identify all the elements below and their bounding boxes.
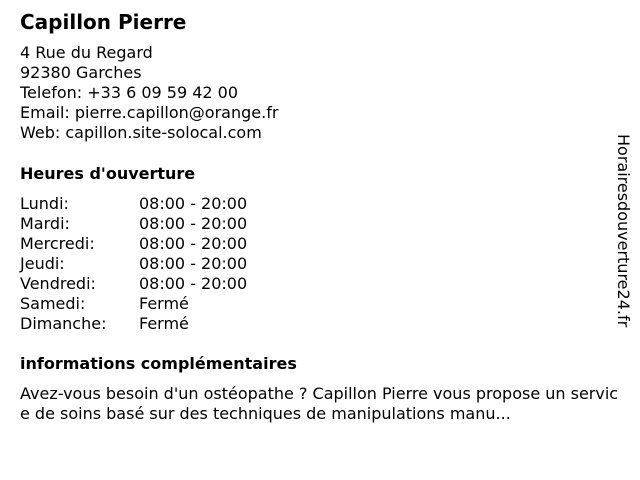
- day-hours: Fermé: [139, 314, 189, 333]
- web-line: Web: capillon.site-solocal.com: [20, 123, 262, 142]
- day-label: Lundi:: [20, 194, 69, 213]
- day-label: Mercredi:: [20, 234, 95, 253]
- phone-line: Telefon: +33 6 09 59 42 00: [20, 83, 239, 102]
- day-label: Jeudi:: [20, 254, 65, 273]
- additional-info-heading: informations complémentaires: [20, 354, 297, 373]
- additional-info-text: Avez-vous besoin d'un ostéopathe ? Capillon Pierre vous propose un service de soins basé sur des techniques de manipulations manu...: [20, 384, 619, 423]
- day-label: Dimanche:: [20, 314, 107, 333]
- day-label: Samedi:: [20, 294, 86, 313]
- day-hours: 08:00 - 20:00: [139, 274, 248, 293]
- day-hours: 08:00 - 20:00: [139, 214, 248, 233]
- site-watermark: Horairesdouverture24.fr: [614, 134, 633, 328]
- day-hours: Fermé: [139, 294, 189, 313]
- contact-block: [20, 43, 278, 143]
- opening-hours-heading: Heures d'ouverture: [20, 164, 196, 183]
- address-city: 92380 Garches: [20, 63, 142, 82]
- day-hours: 08:00 - 20:00: [139, 234, 248, 253]
- business-name: Capillon Pierre: [20, 10, 187, 34]
- day-label: Mardi:: [20, 214, 70, 233]
- day-label: Vendredi:: [20, 274, 96, 293]
- day-hours: 08:00 - 20:00: [139, 194, 248, 213]
- day-hours: 08:00 - 20:00: [139, 254, 248, 273]
- email-line: Email: pierre.capillon@orange.fr: [20, 103, 279, 122]
- address-street: 4 Rue du Regard: [20, 43, 153, 62]
